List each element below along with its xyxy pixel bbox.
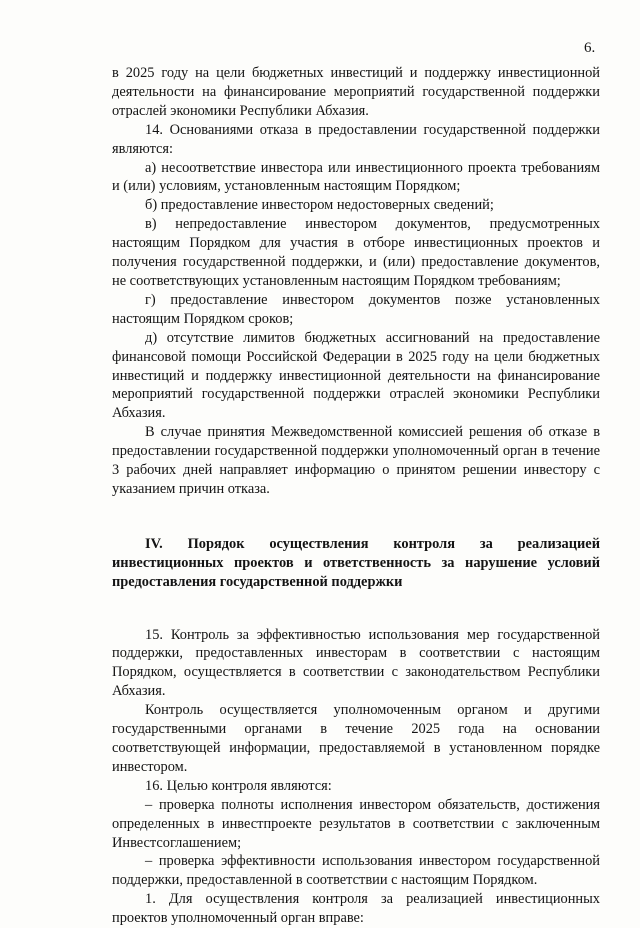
section-heading: IV. Порядок осуществления контроля за реализацией инвестиционных проектов и ответственность за нарушение условий предоставления государственной поддержки (112, 535, 600, 590)
paragraph-subitem-1: 1. Для осуществления контроля за реализацией инвестиционных проектов уполномоченный орган вправе: (112, 891, 600, 927)
paragraph-refusal-notice: В случае принятия Межведомственной комиссией решения об отказе в предоставлении государственной поддержки уполномоченный орган в течение 3 рабочих дней направляет информацию о принятом решении инвестору с указанием причин отказа. (112, 424, 600, 497)
list-item-check-completeness: – проверка полноты исполнения инвестором обязательств, достижения определенных в инвестпроекте результатов в соответствии с заключенным Инвестсоглашением; (112, 796, 600, 851)
list-item-check-efficiency: – проверка эффективности использования инвестором государственной поддержки, предоставленной в соответствии с настоящим Порядком. (112, 853, 600, 889)
document-body (112, 64, 600, 928)
page-number: 6. (584, 40, 596, 56)
paragraph-control-bodies: Контроль осуществляется уполномоченным органом и другими государственными органами в течение 2025 года на основании соответствующей информации, предоставляемой в установленном порядке инвестором. (112, 702, 600, 775)
paragraph-item-16: 16. Целью контроля являются: (145, 777, 332, 794)
list-item-g: г) предоставление инвестором документов позже установленных настоящим Порядком сроков; (112, 291, 600, 327)
list-item-v: в) непредоставление инвестором документов, предусмотренных настоящим Порядком для участия в отборе инвестиционных проектов и получения государственной поддержки, и (или) предоставление документов, не соответствующих установленным настоящим Порядком требованиям; (112, 216, 600, 289)
list-item-b: б) предоставление инвестором недостоверных сведений; (145, 197, 494, 214)
paragraph-item-15: 15. Контроль за эффективностью использования мер государственной поддержки, предоставленных инвесторам в соответствии с настоящим Порядком, осуществляется в соответствии с законодательством Республики Абхазия. (112, 626, 600, 700)
paragraph-continuation: в 2025 году на цели бюджетных инвестиций и поддержку инвестиционной деятельности на финансирование мероприятий государственной поддержки отраслей экономики Республики Абхазия. (112, 65, 600, 119)
list-item-d: д) отсутствие лимитов бюджетных ассигнований на предоставление финансовой помощи Российской Федерации в 2025 году на цели бюджетных инвестиций и поддержку инвестиционной деятельности на финансирование мероприятий государственной поддержки отраслей экономики Республики Абхазия. (112, 329, 600, 422)
list-item-a: а) несоответствие инвестора или инвестиционного проекта требованиям и (или) условиям, установленным настоящим Порядком; (112, 159, 600, 195)
paragraph-item-14: 14. Основаниями отказа в предоставлении государственной поддержки являются: (112, 121, 600, 157)
